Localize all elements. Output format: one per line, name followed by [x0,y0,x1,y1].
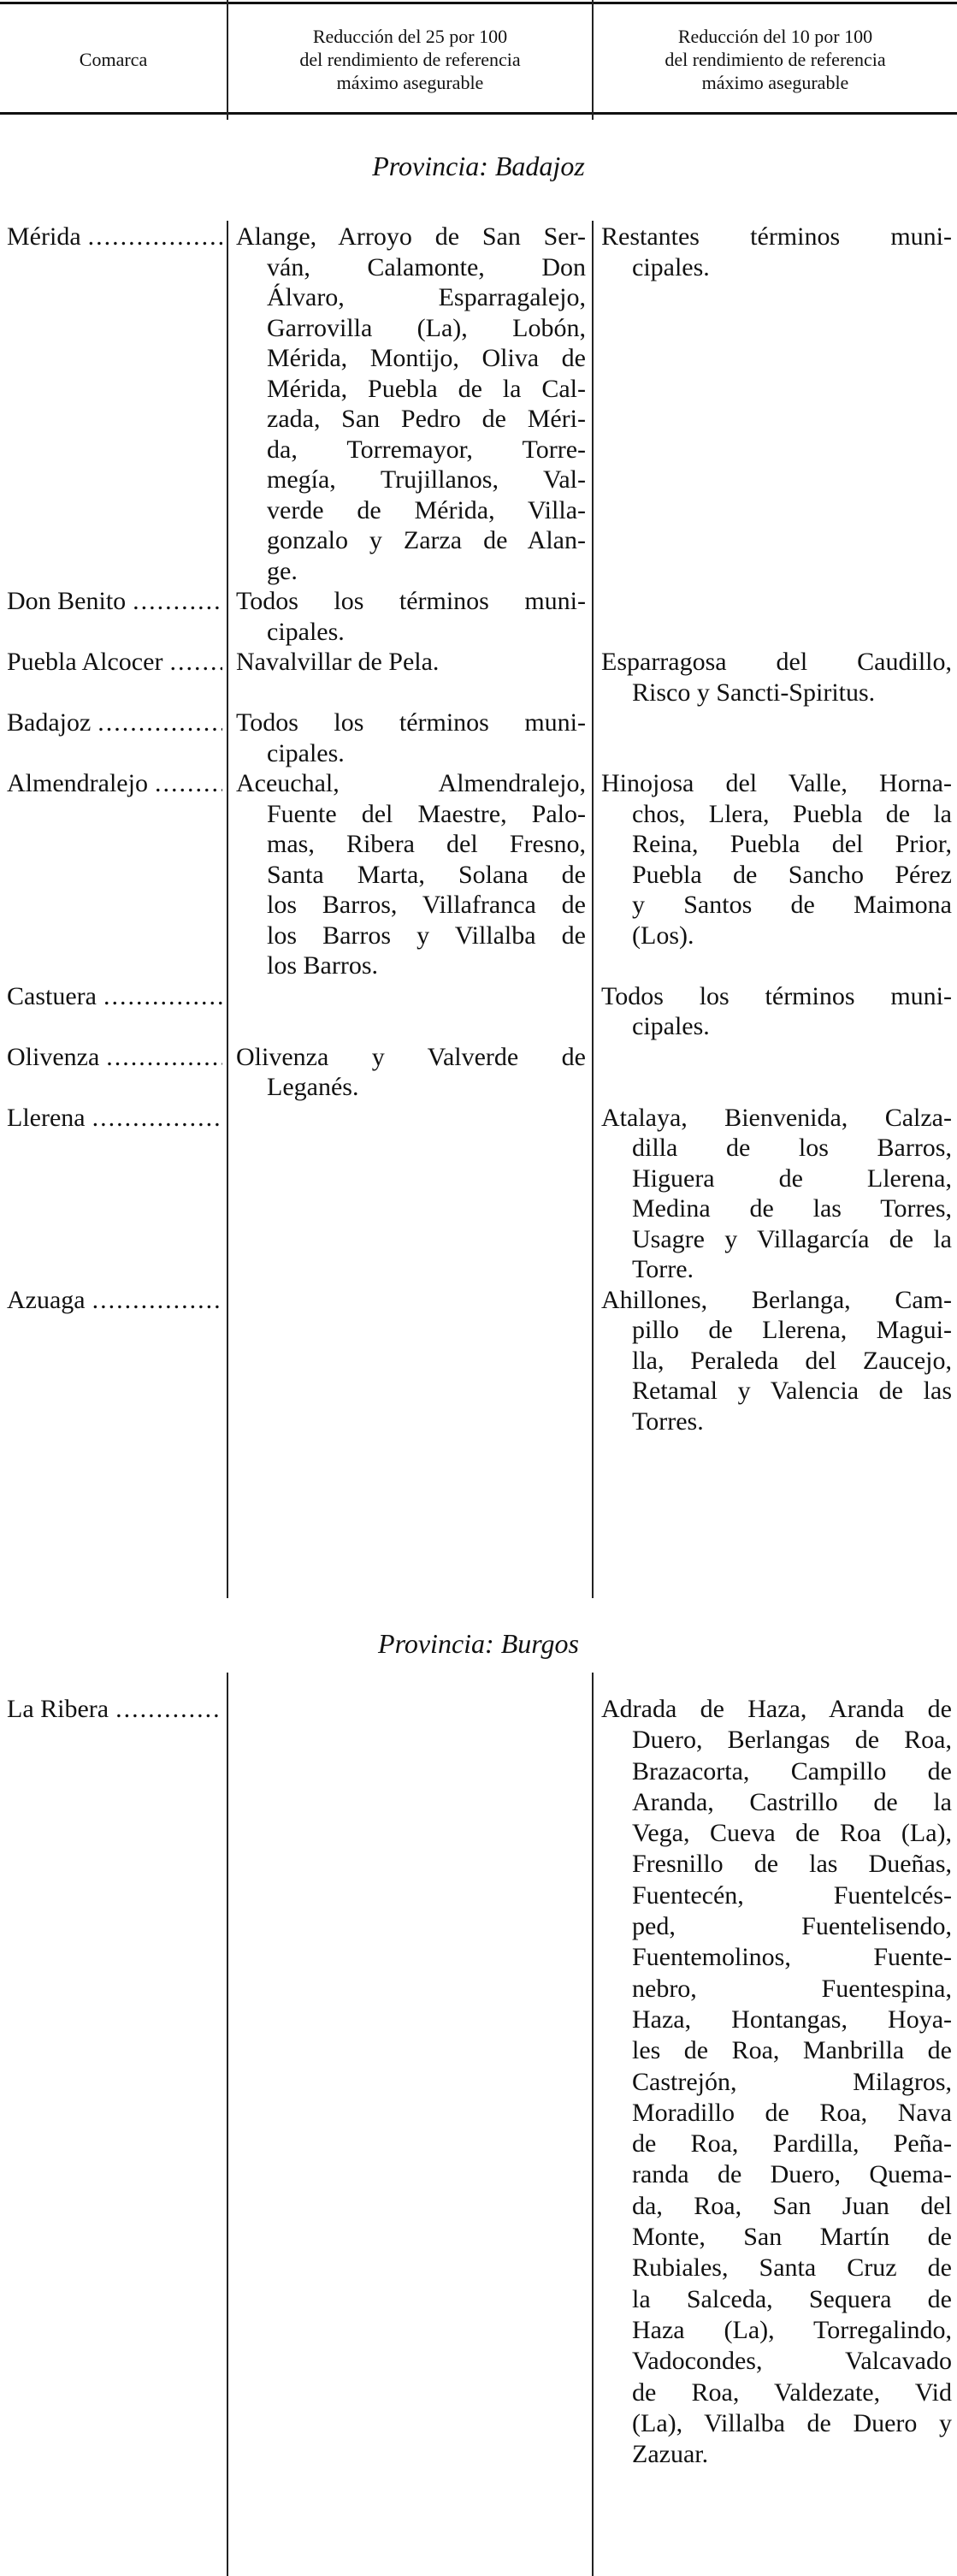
municipality-line: Monte, San Martín de [632,2223,952,2252]
reduccion-10-cell [593,1103,957,1285]
municipality-line: Todos los términos muni- [601,981,952,1010]
reduccion-25-cell [227,586,593,647]
table-row [0,586,957,647]
dot-leader [155,768,222,799]
municipality-line: Usagre y Villagarcía de la [632,1224,952,1253]
dot-leader [115,1694,222,1725]
reduccion-25-cell [227,647,593,708]
municipality-line: ped, Fuentelisendo, [632,1912,952,1941]
municipality-line: Adrada de Haza, Aranda de [601,1695,952,1723]
dot-leader [169,647,222,678]
municipality-line: Castrejón, Milagros, [632,2067,952,2096]
municipality-line: Higuera de Llerena, [632,1164,952,1193]
municipality-line: Alange, Arroyo de San Ser- [236,222,586,251]
comarca-label: Don Benito [7,587,127,615]
table-row [0,1694,957,2470]
header-label: del rendimiento de referencia [299,48,521,70]
table-row [0,1285,957,1437]
municipality-line: Mérida, Montijo, Oliva de [267,344,586,372]
province-section-burgos [0,1694,957,2470]
table-row [0,708,957,768]
municipality-line: Olivenza y Valverde de [236,1042,586,1071]
comarca-label: Mérida [7,222,81,251]
municipality-line: Reina, Puebla del Prior, [632,830,952,858]
municipality-line: Zazuar. [632,2440,709,2469]
municipality-line: ge. [267,556,298,585]
comarca-label: Llerena [7,1103,86,1132]
comarca-name [7,222,227,252]
municipality-line: verde de Mérida, Villa- [267,495,586,524]
municipality-line: mas, Ribera del Fresno, [267,830,586,858]
municipality-line: de Roa, Pardilla, Peña- [632,2129,952,2159]
municipality-line: dilla de los Barros, [632,1134,952,1162]
header-label: Comarca [79,48,148,70]
comarca-name [7,1694,227,1725]
comarca-label: Almendralejo [7,769,148,797]
header-reduccion-25 [228,7,592,111]
municipality-line: (La), Villalba de Duero y [632,2408,952,2437]
reduccion-10-cell [593,708,957,768]
dot-leader [133,586,222,617]
header-label: Reducción del 25 por 100 [312,25,508,47]
municipality-line: cipales. [267,617,345,646]
header-label: Reducción del 10 por 100 [677,25,873,47]
municipality-line: pillo de Llerena, Magui- [632,1316,952,1344]
table-row [0,981,957,1042]
municipality-line: Fuente del Maestre, Palo- [267,799,586,828]
dot-leader [92,1103,222,1134]
reduccion-25-cell [227,222,593,586]
municipality-line: Álvaro, Esparragalejo, [267,283,586,311]
comarca-cell [0,222,227,586]
comarca-name [7,1285,227,1316]
municipality-line: Todos los términos muni- [236,587,586,615]
comarca-name [7,981,227,1012]
municipality-line: Moradillo de Roa, Nava [632,2098,952,2127]
municipality-line: (Los). [632,921,694,950]
municipality-line: chos, Llera, Puebla de la [632,799,952,828]
municipality-line: Aceuchal, Almendralejo, [236,769,586,797]
reduccion-25-cell [227,1103,593,1285]
table-row [0,1042,957,1103]
province-section-badajoz [0,222,957,1436]
municipality-line: Leganés. [267,1073,359,1101]
comarca-cell [0,647,227,708]
municipality-line: Mérida, Puebla de la Cal- [267,374,586,403]
municipality-line: cipales. [632,252,710,281]
municipality-line: cipales. [267,738,345,767]
municipality-line: Fuentemolinos, Fuente- [632,1943,952,1972]
municipality-line: da, Roa, San Juan del [632,2191,952,2220]
comarca-cell [0,1285,227,1437]
municipality-line: Fresnillo de las Dueñas, [632,1850,952,1879]
reduccion-10-cell [593,981,957,1042]
municipality-line: megía, Trujillanos, Val- [267,465,586,494]
dot-leader [106,1042,222,1073]
municipality-line: Medina de las Torres, [632,1194,952,1223]
dot-leader [92,1285,222,1316]
reduccion-10-cell [593,586,957,647]
reduccion-25-cell [227,768,593,981]
municipality-line: de Roa, Valdezate, Vid [632,2378,952,2407]
comarca-cell [0,586,227,647]
comarca-label: La Ribera [7,1695,109,1723]
municipality-line: Ahillones, Berlanga, Cam- [601,1285,952,1314]
municipality-line: Fuentecén, Fuentelcés- [632,1880,952,1910]
municipality-line: les de Roa, Manbrilla de [632,2036,952,2065]
municipality-line: Torre. [632,1255,694,1283]
table-row [0,647,957,708]
comarca-cell [0,981,227,1042]
header-label: máximo asegurable [701,71,849,93]
reduccion-10-cell [593,1042,957,1103]
municipality-line: Haza, Hontangas, Hoya- [632,2005,952,2034]
dot-leader [103,981,222,1012]
header-label: máximo asegurable [336,71,484,93]
municipality-line: Garrovilla (La), Lobón, [267,313,586,342]
municipality-line: Vadocondes, Valcavado [632,2347,952,2376]
comarca-name [7,586,227,617]
comarca-name [7,708,227,738]
municipality-line: Retamal y Valencia de las [632,1377,952,1405]
municipality-line: Santa Marta, Solana de [267,860,586,889]
comarca-name [7,1103,227,1134]
municipality-line: Atalaya, Bienvenida, Calza- [601,1103,952,1132]
municipality-line: Navalvillar de Pela. [236,648,440,676]
header-label: del rendimiento de referencia [665,48,886,70]
header-top-rule [0,2,957,4]
reduccion-10-cell [593,1694,957,2470]
reduccion-25-cell [227,708,593,768]
municipality-line: y Santos de Maimona [632,891,952,919]
table-row [0,222,957,586]
comarca-label: Puebla Alcocer [7,648,163,676]
reduccion-25-cell [227,1285,593,1437]
comarca-cell [0,1103,227,1285]
municipality-line: Esparragosa del Caudillo, [601,648,952,676]
comarca-cell [0,1694,227,2470]
municipality-line: Puebla de Sancho Pérez [632,860,952,889]
comarca-label: Badajoz [7,708,92,737]
municipality-line: Haza (La), Torregalindo, [632,2315,952,2344]
municipality-line: zada, San Pedro de Méri- [267,405,586,433]
municipality-line: Hinojosa del Valle, Horna- [601,769,952,797]
reduccion-25-cell [227,1042,593,1103]
municipality-line: Restantes términos muni- [601,222,952,251]
table-row [0,1103,957,1285]
municipality-line: los Barros. [267,951,378,980]
comarca-cell [0,708,227,768]
header-reduccion-10 [594,7,957,111]
reduccion-10-cell [593,1285,957,1437]
municipality-line: cipales. [632,1012,710,1040]
header-comarca [0,7,227,111]
municipality-line: ván, Calamonte, Don [267,252,586,281]
municipality-line: da, Torremayor, Torre- [267,435,586,464]
comarca-name [7,1042,227,1073]
municipality-line: Risco y Sancti-Spiritus. [632,678,876,707]
comarca-label: Azuaga [7,1285,86,1314]
reduccion-10-cell [593,768,957,981]
municipality-line: nebro, Fuentespina, [632,1974,952,2003]
municipality-line: randa de Duero, Quema- [632,2160,952,2189]
municipality-line: los Barros y Villalba de [267,921,586,950]
table-row [0,768,957,981]
comarca-name [7,647,227,678]
comarca-cell [0,768,227,981]
municipality-line: gonzalo y Zarza de Alan- [267,526,586,554]
municipality-line: Rubiales, Santa Cruz de [632,2253,952,2283]
comarca-cell [0,1042,227,1103]
header-bottom-rule [0,112,957,115]
province-heading: Provincia: Burgos [378,1628,579,1659]
municipality-line: la Salceda, Sequera de [632,2284,952,2313]
dot-leader [97,708,222,738]
municipality-line: Torres. [632,1406,704,1436]
municipality-line: Brazacorta, Campillo de [632,1756,952,1785]
municipality-line: Vega, Cueva de Roa (La), [632,1819,952,1848]
municipality-line: lla, Peraleda del Zaucejo, [632,1346,952,1375]
reduccion-25-cell [227,1694,593,2470]
municipality-line: Aranda, Castrillo de la [632,1787,952,1816]
municipality-line: los Barros, Villafranca de [267,891,586,919]
reduccion-10-cell [593,222,957,586]
municipality-line: Todos los términos muni- [236,708,586,737]
municipality-line: Duero, Berlangas de Roa, [632,1726,952,1755]
comarca-label: Castuera [7,981,97,1010]
comarca-label: Olivenza [7,1042,100,1071]
reduccion-25-cell [227,981,593,1042]
province-heading: Provincia: Badajoz [372,151,585,181]
comarca-name [7,768,227,799]
reduccion-10-cell [593,647,957,708]
dot-leader [88,222,222,252]
